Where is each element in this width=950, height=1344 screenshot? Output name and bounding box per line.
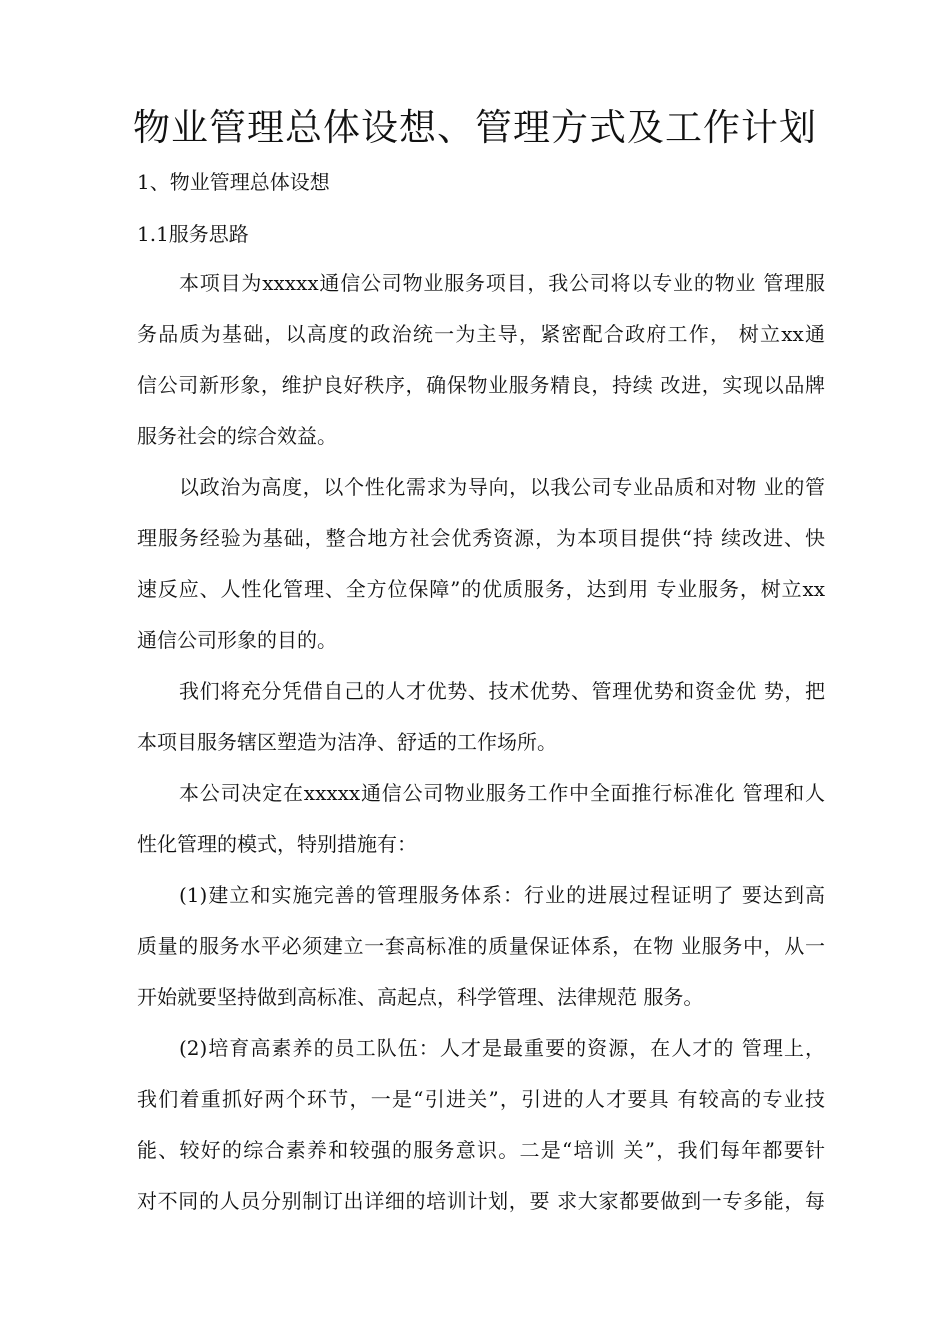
paragraph-line: 服务社会的综合效益。 <box>137 424 337 448</box>
paragraph-line: 性化管理的模式，特别措施有： <box>137 832 417 856</box>
paragraph-standardization <box>137 768 825 870</box>
paragraph-measure-2 <box>137 1023 825 1227</box>
paragraph-line: (1)建立和实施完善的管理服务体系：行业的进展过程证明了 要达到高 <box>179 883 825 907</box>
paragraph-line: 以政治为高度，以个性化需求为导向，以我公司专业品质和对物 业的管 <box>179 475 825 499</box>
paragraph-line: 本公司决定在xxxxx通信公司物业服务工作中全面推行标准化 管理和人 <box>179 781 825 805</box>
paragraph-line: 质量的服务水平必须建立一套高标准的质量保证体系，在物 业服务中，从一 <box>137 934 825 958</box>
paragraph-line: 开始就要坚持做到高标准、高起点，科学管理、法律规范 服务。 <box>137 985 704 1009</box>
paragraph-line: 速反应、人性化管理、全方位保障”的优质服务，达到用 专业服务，树立xx <box>137 577 825 601</box>
paragraph-line: 本项目服务辖区塑造为洁净、舒适的工作场所。 <box>137 730 557 754</box>
paragraph-line: 务品质为基础，以高度的政治统一为主导，紧密配合政府工作， 树立xx通 <box>137 322 825 346</box>
paragraph-line: 对不同的人员分别制订出详细的培训计划，要 求大家都要做到一专多能，每 <box>137 1189 825 1213</box>
paragraph-line: 我们将充分凭借自己的人才优势、技术优势、管理优势和资金优 势，把 <box>179 679 825 703</box>
subsection-heading: 1.1服务思路 <box>137 222 249 246</box>
paragraph-service-concept <box>137 258 825 462</box>
paragraph-measure-1 <box>137 870 825 1023</box>
paragraph-line: (2)培育高素养的员工队伍：人才是最重要的资源，在人才的 管理上， <box>179 1036 825 1060</box>
paragraph-line: 能、较好的综合素养和较强的服务意识。二是“培训 关”，我们每年都要针 <box>137 1138 825 1162</box>
paragraph-line: 理服务经验为基础，整合地方社会优秀资源，为本项目提供“持 续改进、快 <box>137 526 825 550</box>
section-heading: 1、物业管理总体设想 <box>137 170 330 194</box>
paragraph-line: 信公司新形象，维护良好秩序，确保物业服务精良，持续 改进，实现以品牌 <box>137 373 825 397</box>
paragraph-political-orientation <box>137 462 825 666</box>
paragraph-line: 通信公司形象的目的。 <box>137 628 337 652</box>
paragraph-line: 本项目为xxxxx通信公司物业服务项目，我公司将以专业的物业 管理服 <box>179 271 825 295</box>
document-title: 物业管理总体设想、管理方式及工作计划 <box>133 106 817 149</box>
paragraph-advantages <box>137 666 825 768</box>
paragraph-line: 我们着重抓好两个环节，一是“引进关”，引进的人才要具 有较高的专业技 <box>137 1087 825 1111</box>
